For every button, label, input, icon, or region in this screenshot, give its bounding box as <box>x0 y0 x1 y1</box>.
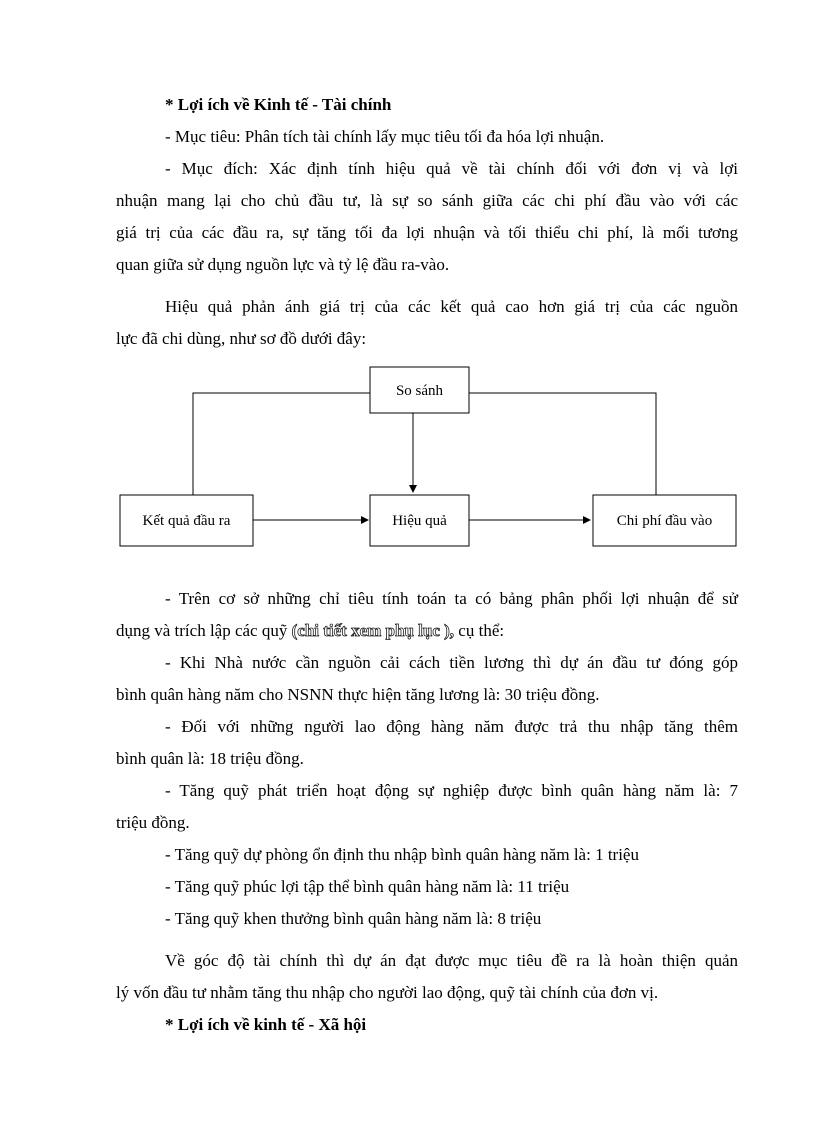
nha-nuoc-line-1: - Khi Nhà nước cần nguồn cải cách tiền lương thì dự án đầu tư đóng góp <box>165 653 738 672</box>
connector-input-to-compare <box>469 393 656 495</box>
quy-du-phong-line: - Tăng quỹ dự phòng ổn định thu nhập bình quân hàng năm là: 1 triệu <box>165 845 639 864</box>
box-efficiency-label: Hiệu quả <box>392 513 447 529</box>
muc-dich-line-2: nhuận mang lại cho chủ đầu tư, là sự so sánh giữa các chi phí đầu vào với các <box>116 191 738 210</box>
muc-dich-line-4: quan giữa sử dụng nguồn lực và tỷ lệ đầu ra-vào. <box>116 255 450 274</box>
muc-tieu-line: - Mục tiêu: Phân tích tài chính lấy mục tiêu tối đa hóa lợi nhuận. <box>165 127 605 146</box>
ve-goc-do-line-2: lý vốn đầu tư nhằm tăng thu nhập cho người lao động, quỹ tài chính của đơn vị. <box>116 983 659 1002</box>
quy-khen-thuong-line: - Tăng quỹ khen thưởng bình quân hàng năm là: 8 triệu <box>165 909 542 928</box>
ve-goc-do-line-1: Về góc độ tài chính thì dự án đạt được mục tiêu đề ra là hoàn thiện quản <box>165 951 738 970</box>
quy-phat-trien-line-2: triệu đồng. <box>116 813 190 832</box>
nguoi-lao-dong-line-2: bình quân là: 18 triệu đồng. <box>116 749 304 768</box>
muc-dich-line-1: - Mục đích: Xác định tính hiệu quả về tài chính đối với đơn vị và lợi <box>165 159 738 178</box>
section-heading-finance: * Lợi ích về Kinh tế - Tài chính <box>165 95 392 114</box>
tren-co-so-text-c: cụ thể: <box>454 621 505 640</box>
box-input-cost-label: Chi phí đầu vào <box>616 513 713 529</box>
nguoi-lao-dong-line-1: - Đối với những người lao động hàng năm được trả thu nhập tăng thêm <box>165 717 738 736</box>
hieu-qua-line-2: lực đã chi dùng, như sơ đồ dưới đây: <box>116 329 367 348</box>
hieu-qua-line-1: Hiệu quả phản ánh giá trị của các kết quả cao hơn giá trị của các nguồn <box>165 297 738 316</box>
tren-co-so-line-2 <box>116 615 738 647</box>
quy-phat-trien-line-1: - Tăng quỹ phát triển hoạt động sự nghiệp được bình quân hàng năm là: 7 <box>165 781 738 800</box>
tren-co-so-text-a: dụng và trích lập các quỹ <box>116 621 292 640</box>
section-heading-social: * Lợi ích về kinh tế - Xã hội <box>165 1015 367 1034</box>
connector-output-to-compare <box>193 393 370 495</box>
appendix-reference: (chi tiết xem phụ lục ), <box>291 621 455 640</box>
box-compare-label: So sánh <box>395 383 444 399</box>
quy-phuc-loi-line: - Tăng quỹ phúc lợi tập thể bình quân hàng năm là: 11 triệu <box>165 877 570 896</box>
nha-nuoc-line-2: bình quân hàng năm cho NSNN thực hiện tăng lương là: 30 triệu đồng. <box>116 685 600 704</box>
tren-co-so-line-1: - Trên cơ sở những chỉ tiêu tính toán ta có bảng phân phối lợi nhuận để sử <box>165 589 738 608</box>
box-output-label: Kết quả đầu ra <box>142 513 231 529</box>
muc-dich-line-3: giá trị của các đầu ra, sự tăng tối đa lợi nhuận và tối thiểu chi phí, là mối tương <box>116 223 738 242</box>
